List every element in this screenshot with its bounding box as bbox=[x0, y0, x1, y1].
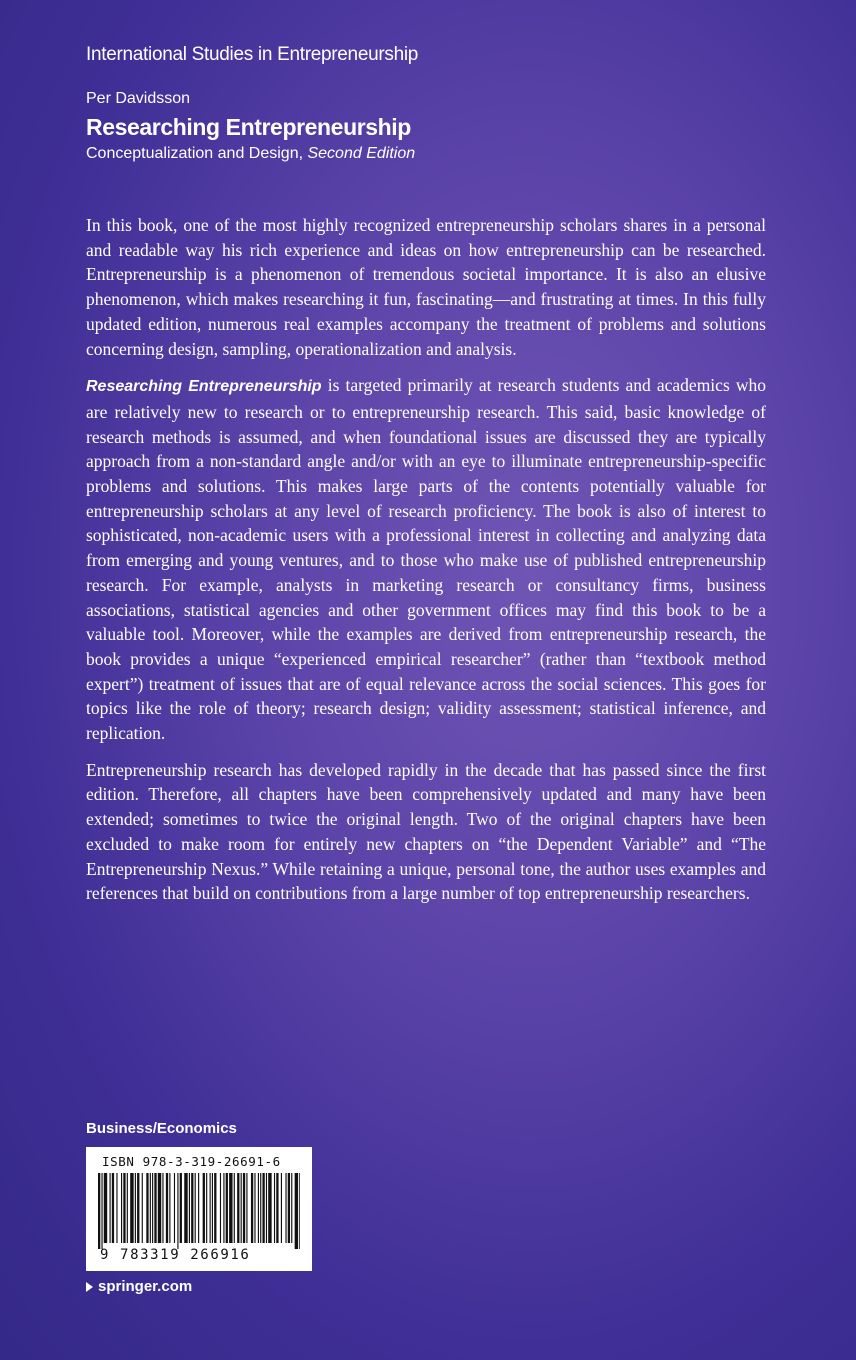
publisher-website[interactable] bbox=[86, 1278, 192, 1295]
barcode-bar bbox=[258, 1173, 259, 1243]
subject-category: Business/Economics bbox=[86, 1120, 237, 1137]
barcode-bar bbox=[251, 1173, 253, 1243]
barcode-bar bbox=[237, 1173, 239, 1243]
barcode-bar bbox=[104, 1173, 107, 1243]
barcode-bar bbox=[299, 1173, 300, 1249]
arrow-right-icon bbox=[86, 1282, 93, 1292]
barcode-bar bbox=[174, 1173, 175, 1243]
barcode-bar bbox=[130, 1173, 133, 1243]
barcode-bar bbox=[262, 1173, 264, 1243]
barcode-bar bbox=[154, 1173, 156, 1243]
blurb-paragraph-3: Entrepreneurship research has developed rapidly in the decade that has passed since the first edition. Therefore, all chapters have been comprehensively updated and many have been extended; sometimes to twice the original length. Two of the original chapters have been excluded to make room for entirely new chapters on “the Dependent Variable” and “The Entrepreneurship Nexus.” While retaining a unique, personal tone, the author uses examples and references that build on contributions from a large number of top entrepreneurship researchers. bbox=[86, 759, 766, 904]
book-subtitle bbox=[86, 145, 786, 163]
barcode-bar bbox=[234, 1173, 235, 1243]
barcode-bar bbox=[137, 1173, 139, 1243]
blurb-paragraph-2-text: is targeted primarily at research students and academics who are relatively new to research or to entrepreneurship research. This said, basic knowledge of research methods is assumed, and when foundational issues are discussed they are typically approach from a non-standard angle and/or with an eye to illuminate entrepreneurship-specific problems and solutions. This makes large parts of the contents potentially valuable for entrepreneurship scholars at any level of research proficiency. The book is also of interest to sophisticated, non-academic users with a professional interest in collecting and analyzing data from emerging and young ventures, and to those who make use of published entrepreneurship research. For example, analysts in marketing research or consultancy firms, business associations, statistical agencies and other government offices may find this book to be a valuable tool. Moreover, while the examples are derived from entrepreneurship research, the book provides a unique “experienced empirical researcher” (rather than “textbook method expert”) treatment of issues that are of equal relevance across the social sciences. This goes for topics like the role of theory; research design; validity assessment; statistical inference, and replication. bbox=[86, 375, 767, 744]
barcode-bar bbox=[223, 1173, 224, 1243]
barcode-bar bbox=[268, 1173, 271, 1243]
barcode-bar bbox=[110, 1173, 111, 1243]
barcode-bar bbox=[180, 1173, 182, 1243]
barcode-bar bbox=[229, 1173, 232, 1243]
barcode-bar bbox=[101, 1173, 102, 1249]
barcode-bar bbox=[243, 1173, 245, 1243]
barcode-bar bbox=[212, 1173, 213, 1243]
isbn-label: ISBN 978-3-319-26691-6 bbox=[102, 1154, 281, 1169]
barcode-bar bbox=[281, 1173, 282, 1243]
edition-label: Second Edition bbox=[307, 145, 416, 162]
barcode-bar bbox=[266, 1173, 267, 1243]
barcode-bar bbox=[241, 1173, 242, 1243]
barcode-bar bbox=[288, 1173, 290, 1243]
barcode-bar bbox=[274, 1173, 275, 1243]
barcode-bar bbox=[203, 1173, 205, 1243]
book-title-reference: Researching Entrepreneurship bbox=[86, 378, 322, 396]
barcode-bar bbox=[285, 1173, 286, 1243]
barcode-bar bbox=[158, 1173, 161, 1243]
barcode-bars bbox=[98, 1173, 300, 1249]
barcode-bar bbox=[127, 1173, 128, 1243]
barcode-bar bbox=[246, 1173, 247, 1243]
isbn-barcode bbox=[86, 1147, 312, 1271]
barcode-bar bbox=[198, 1173, 199, 1243]
barcode-bar bbox=[189, 1173, 190, 1243]
barcode-bar bbox=[166, 1173, 168, 1243]
barcode-bar bbox=[295, 1173, 298, 1249]
barcode-bar bbox=[291, 1173, 292, 1243]
subtitle-text: Conceptualization and Design, bbox=[86, 145, 304, 162]
barcode-bar bbox=[116, 1173, 117, 1243]
blurb bbox=[86, 213, 766, 918]
barcode-bar bbox=[254, 1173, 255, 1243]
barcode-bar bbox=[142, 1173, 143, 1243]
book-title: Researching Entrepreneurship bbox=[86, 114, 411, 140]
barcode-bar bbox=[184, 1173, 187, 1243]
barcode-bar bbox=[98, 1173, 100, 1249]
blurb-paragraph-1: In this book, one of the most highly recognized entrepreneurship scholars shares in a personal and readable way his rich experience and ideas on how entrepreneurship can be researched. Entrepreneurship is a phenomenon of tremendous societal importance. It is also an elusive phenomenon, which makes researching it fun, fascinating—and frustrating at times. In this fully updated edition, numerous real examples accompany the treatment of problems and solutions concerning design, sampling, operationalization and analysis. bbox=[86, 215, 766, 359]
barcode-bar bbox=[226, 1173, 228, 1243]
barcode-bar bbox=[112, 1173, 114, 1243]
barcode-bar bbox=[195, 1173, 196, 1243]
series-title: International Studies in Entrepreneurship bbox=[86, 44, 419, 65]
barcode-bar bbox=[135, 1173, 136, 1243]
barcode-bar bbox=[191, 1173, 193, 1243]
blurb-paragraph-2 bbox=[86, 373, 766, 746]
barcode-digits: 9 783319 266916 bbox=[100, 1247, 251, 1263]
barcode-bar bbox=[123, 1173, 125, 1243]
barcode-bar bbox=[152, 1173, 153, 1243]
website-label: springer.com bbox=[98, 1278, 193, 1295]
barcode-bar bbox=[121, 1173, 122, 1243]
barcode-bar bbox=[169, 1173, 170, 1243]
barcode-bar bbox=[150, 1173, 151, 1243]
cover-header bbox=[86, 44, 786, 163]
barcode-bar bbox=[146, 1173, 148, 1243]
barcode-bar bbox=[210, 1173, 211, 1243]
barcode-bar bbox=[214, 1173, 216, 1243]
barcode-bar bbox=[220, 1173, 221, 1243]
author-name: Per Davidsson bbox=[86, 90, 191, 107]
barcode-bar bbox=[206, 1173, 207, 1243]
barcode-bar bbox=[276, 1173, 278, 1243]
barcode-bar bbox=[260, 1173, 261, 1243]
barcode-bar bbox=[177, 1173, 178, 1249]
barcode-bar bbox=[162, 1173, 163, 1243]
